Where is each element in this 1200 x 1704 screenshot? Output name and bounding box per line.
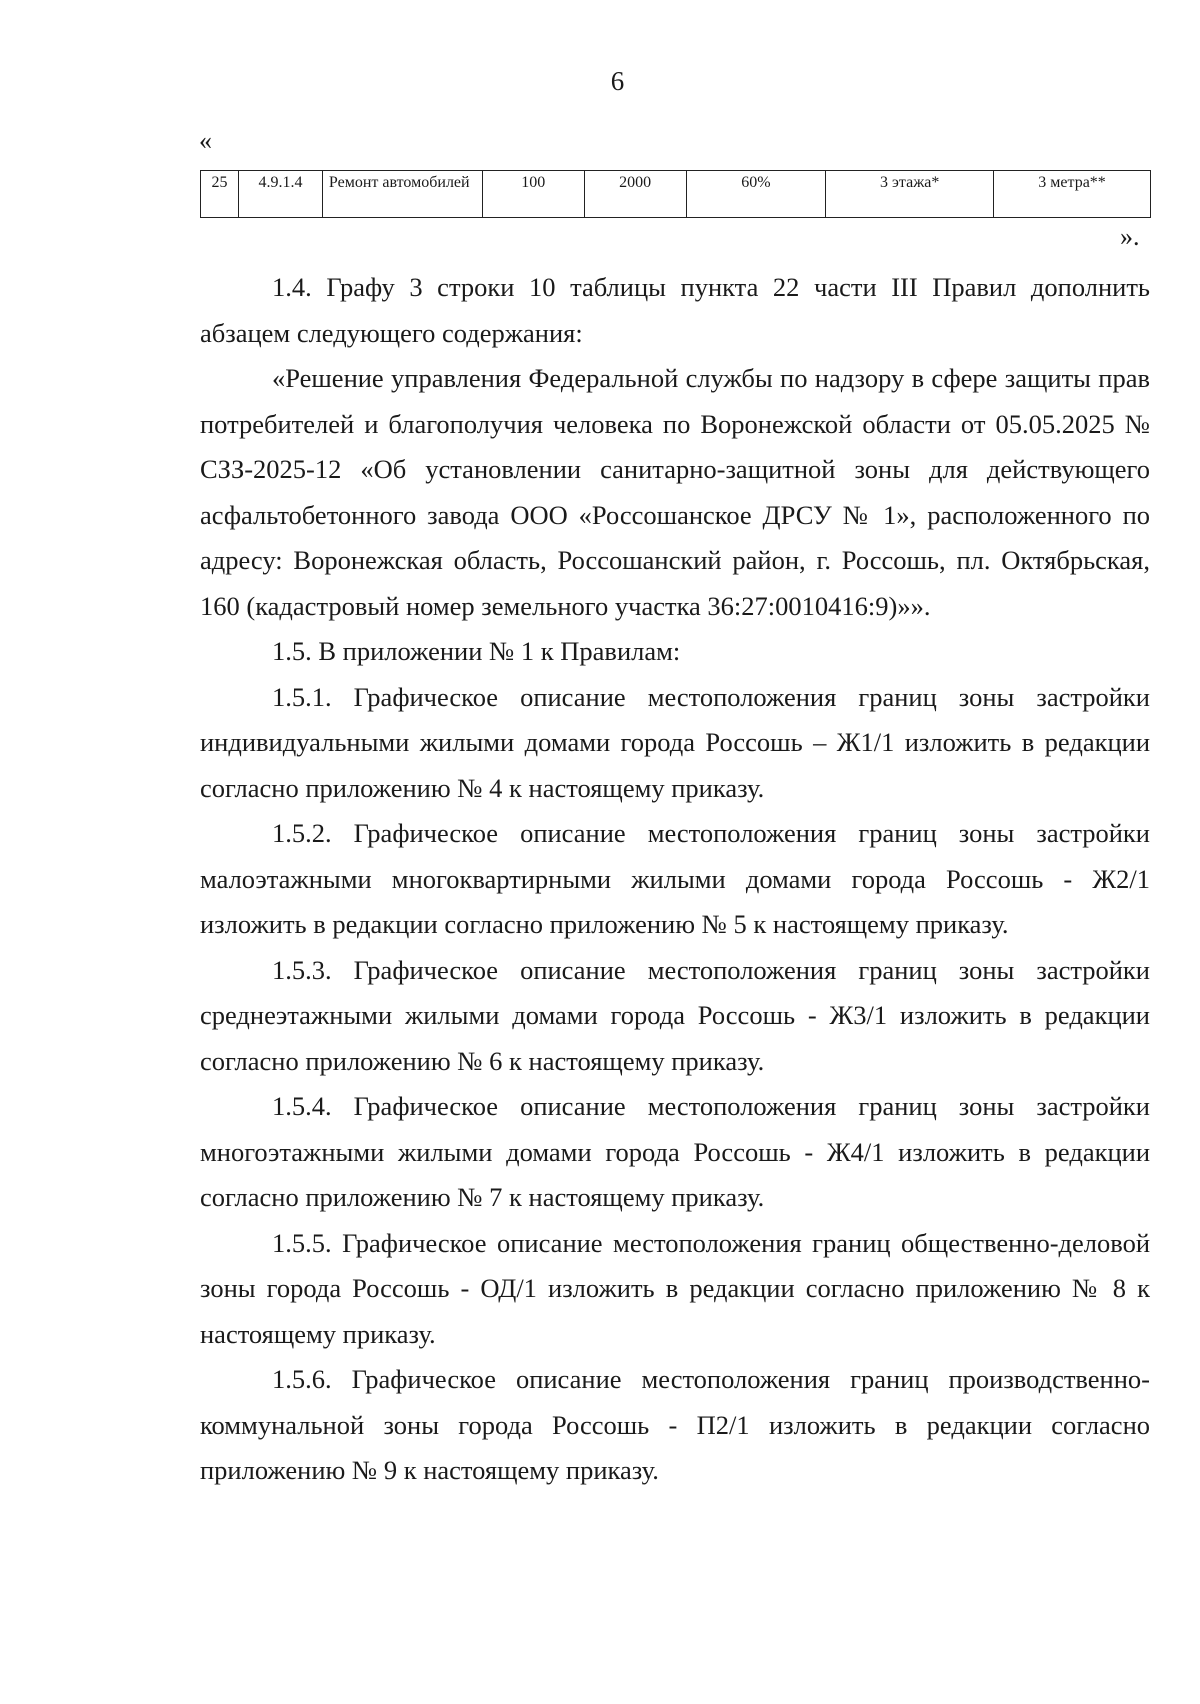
regulation-table — [200, 170, 1151, 218]
paragraph-quote-decision: «Решение управления Федеральной службы по надзору в сфере защиты прав потребителей и благополучия человека по Воронежской области от 05.05.2025 № СЗЗ-2025-12 «Об установлении санитарно-защитной зоны для действующего асфальтобетонного завода ООО «Россошанское ДРСУ № 1», расположенного по адресу: Воронежская область, Россошанский район, г. Россошь, пл. Октябрьская, 160 (кадастровый номер земельного участка 36:27:0010416:9)»». — [200, 363, 1150, 621]
table-cell-floors: 3 этажа* — [826, 171, 994, 218]
paragraph-1-5-4: 1.5.4. Графическое описание местоположения границ зоны застройки многоэтажными жилыми домами города Россошь - Ж4/1 изложить в редакции согласно приложению № 7 к настоящему приказу. — [200, 1091, 1150, 1212]
paragraph-1-5-6: 1.5.6. Графическое описание местоположения границ производственно-коммунальной зоны города Россошь - П2/1 изложить в редакции согласно приложению № 9 к настоящему приказу. — [200, 1364, 1150, 1485]
table-quote-close: ». — [1120, 222, 1140, 251]
table-cell-name: Ремонт автомобилей — [322, 171, 482, 218]
body-text — [200, 265, 1150, 1494]
table-cell-val2: 2000 — [584, 171, 686, 218]
table-cell-num: 25 — [201, 171, 239, 218]
paragraph-1-5-1: 1.5.1. Графическое описание местоположения границ зоны застройки индивидуальными жилыми домами города Россошь – Ж1/1 изложить в редакции согласно приложению № 4 к настоящему приказу. — [200, 681, 1150, 803]
table-cell-val1: 100 — [482, 171, 584, 218]
paragraph-1-5: 1.5. В приложении № 1 к Правилам: — [272, 636, 681, 666]
paragraph-1-5-5: 1.5.5. Графическое описание местоположения границ общественно-деловой зоны города Россошь - ОД/1 изложить в редакции согласно приложению № 8 к настоящему приказу. — [200, 1227, 1150, 1349]
table-quote-open: « — [199, 126, 212, 155]
table-cell-code: 4.9.1.4 — [238, 171, 322, 218]
table-cell-height: 3 метра** — [994, 171, 1151, 218]
paragraph-1-5-3: 1.5.3. Графическое описание местоположения границ зоны застройки среднеэтажными жилыми домами города Россошь - Ж3/1 изложить в редакции согласно приложению № 6 к настоящему приказу. — [200, 954, 1150, 1076]
paragraph-1-5-2: 1.5.2. Графическое описание местоположения границ зоны застройки малоэтажными многоквартирными жилыми домами города Россошь - Ж2/1 изложить в редакции согласно приложению № 5 к настоящему приказу. — [200, 818, 1150, 939]
table-cell-percent: 60% — [686, 171, 826, 218]
table-row — [201, 171, 1151, 218]
page-number: 6 — [610, 66, 625, 96]
paragraph-1-4: 1.4. Графу 3 строки 10 таблицы пункта 22 части III Правил дополнить абзацем следующего содержания: — [200, 272, 1150, 348]
